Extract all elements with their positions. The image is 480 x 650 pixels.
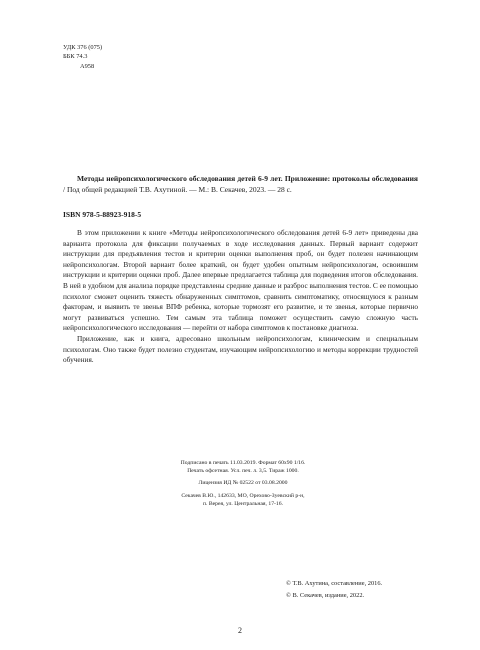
isbn: ISBN 978-5-88923-918-5 <box>63 210 142 219</box>
page-number: 2 <box>238 626 242 635</box>
bibliographic-details: / Под общей редакцией Т.В. Ахутиной. — М.: В. Секачев, 2023. — 28 с. <box>63 185 292 194</box>
annotation-paragraph: В этом приложении к книге «Методы нейропсихологического обследования детей 6-9 лет» приведены два варианта протокола для фиксации получаемых в ходе исследования данных. Первый вариант содержит инструкции для предъявления тестов и критерии оценки выполнения проб, он будет полезен начинающим нейропсихологам. Второй вариант более краткий, он будет удобен опытным нейропсихологам, освоившим инструкции и критерии оценки проб. Далее впервые предлагается таблица для подведения итогов обследования. В ней в удобном для анализа порядке представлены средние данные и разброс выполнения тестов. С ее помощью психолог сможет оценить тяжесть обнаруженных симптомов, сравнить симптоматику, относящуюся к разным факторам, и выявить те звенья ВПФ ребенка, которые тормозят его развитие, и те звенья, которые первично могут развиваться успешно. Тем самым эта таблица поможет осуществить самую сложную часть нейропсихологического исследования — перейти от набора симптомов к постановке диагноза. <box>63 228 418 333</box>
bibliographic-description <box>63 173 418 195</box>
imprint-license: Лицензия ИД № 02522 от 03.08.2000 <box>198 480 288 487</box>
copyright-compiler: © Т.В. Ахутина, составление, 2016. <box>286 580 383 587</box>
copyright-publisher: © В. Секачев, издание, 2022. <box>286 592 365 599</box>
udk-code: УДК 376 (075) <box>63 44 103 51</box>
imprint-address: п. Верея, ул. Центральная, 17-16. <box>202 500 284 507</box>
author-mark: А958 <box>80 62 95 70</box>
classification-codes <box>63 43 102 71</box>
book-title: Методы нейропсихологического обследования детей 6-9 лет. Приложение: протоколы обследования <box>77 174 418 183</box>
imprint-publisher: Секачев В.Ю., 142633, МО, Орехово-Зуевский р-н, <box>181 492 305 499</box>
imprint-signed: Подписано в печать 11.03.2019. Формат 60х90 1/16. <box>180 460 306 466</box>
annotation-paragraph: Приложение, как и книга, адресовано школьным нейропсихологам, клиническим и специальным психологам. Оно также будет полезно студентам, изучающим нейропсихологию и методы коррекции трудностей обучения. <box>63 333 418 365</box>
bbk-code: ББК 74.3 <box>63 53 88 61</box>
imprint <box>118 459 368 508</box>
annotation <box>63 228 418 366</box>
imprint-print: Печать офсетная. Усл. печ. л. 3,5. Тираж 1000. <box>187 468 299 475</box>
copyright <box>286 578 382 602</box>
